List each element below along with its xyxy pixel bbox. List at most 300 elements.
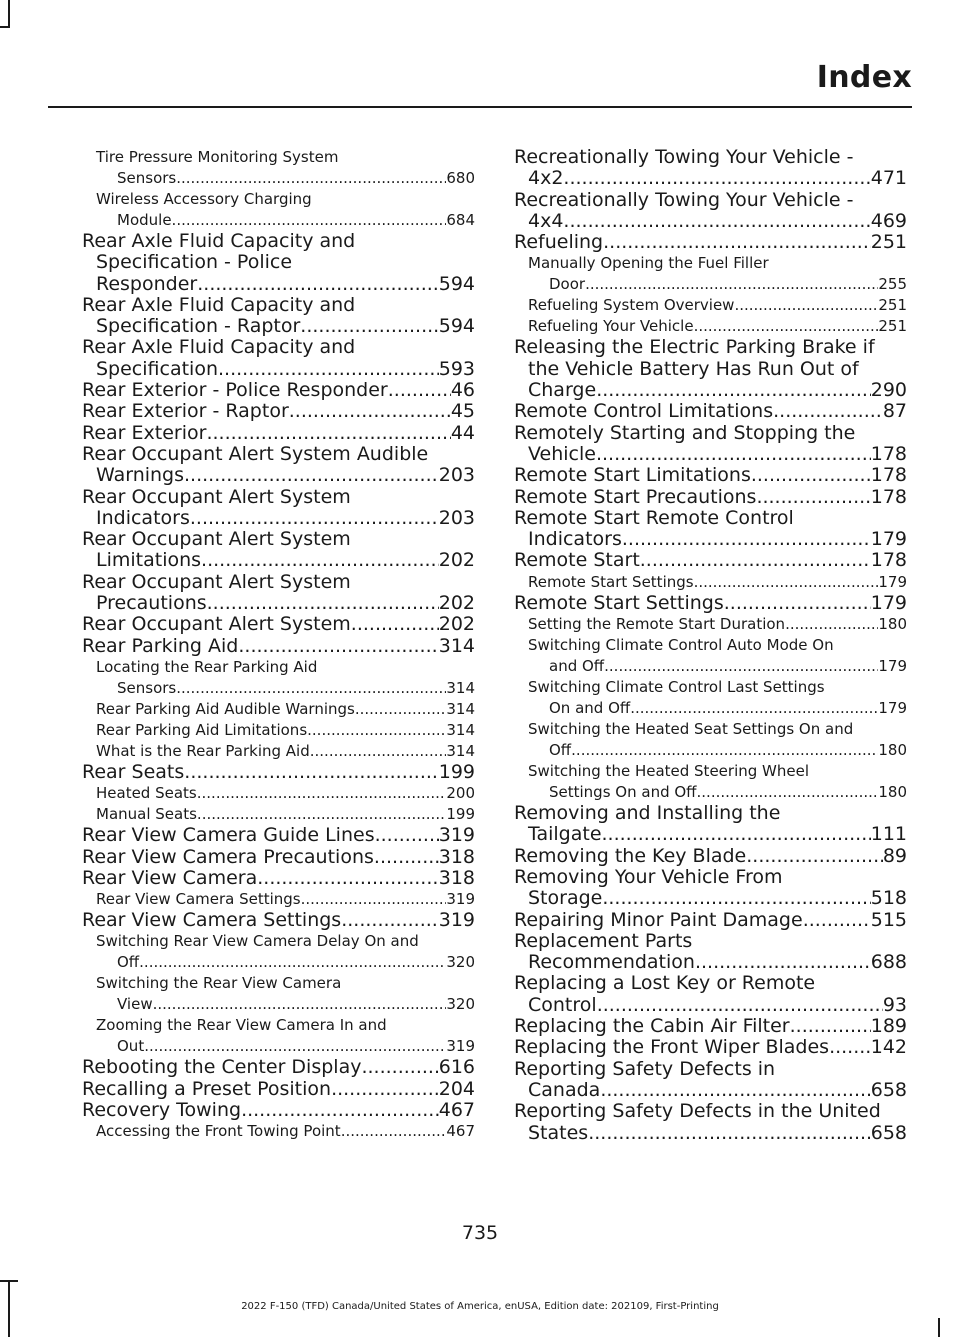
page-reference[interactable]: 178 (870, 486, 907, 508)
entry-text: Remote Control Limitations (514, 401, 774, 423)
entry-leader-row (514, 380, 907, 401)
entry-text: Removing the Key Blade (514, 845, 747, 867)
page-reference[interactable]: 515 (870, 909, 907, 931)
dot-leader (153, 994, 447, 1015)
dot-leader (238, 636, 438, 657)
index-entry[interactable] (514, 593, 907, 614)
dot-leader (207, 593, 439, 614)
page-reference[interactable]: 290 (870, 380, 907, 402)
entry-leader-row (514, 824, 907, 845)
entry-text-line: Switching Climate Control Last Settings (528, 678, 825, 697)
index-subentry[interactable] (514, 635, 907, 677)
edition-footer: 2022 F-150 (TFD) Canada/United States of America, enUSA, Edition date: 202109, First-Printing (241, 1301, 719, 1312)
index-subentry[interactable] (82, 147, 475, 189)
page-reference[interactable]: 199 (446, 805, 475, 824)
page-reference[interactable]: 180 (878, 615, 907, 634)
entry-text-line: Replacement Parts (514, 929, 693, 952)
page-reference[interactable]: 203 (438, 465, 475, 487)
dot-leader (341, 910, 439, 931)
entry-leader-row (514, 550, 907, 571)
index-entry[interactable] (82, 295, 475, 338)
entry-leader-row (514, 910, 907, 931)
page-reference[interactable]: 320 (446, 995, 475, 1014)
page-reference[interactable]: 180 (878, 783, 907, 802)
index-subentry[interactable] (82, 1121, 475, 1142)
index-entry[interactable] (82, 614, 475, 635)
page-reference[interactable]: 204 (438, 1078, 475, 1100)
entry-leader-row (528, 698, 907, 719)
index-entry[interactable] (82, 1057, 475, 1078)
page-reference[interactable]: 251 (878, 296, 907, 315)
index-entry[interactable] (82, 487, 475, 530)
index-subentry[interactable] (82, 783, 475, 804)
entry-leader-row (82, 508, 475, 529)
header-rule (48, 106, 912, 108)
page-reference[interactable]: 319 (438, 825, 475, 847)
entry-text: Recovery Towing (82, 1100, 242, 1122)
index-entry[interactable] (514, 910, 907, 931)
dot-leader (751, 465, 871, 486)
index-entry[interactable] (514, 508, 907, 551)
entry-text-line: Manually Opening the Fuel Filler (528, 254, 769, 273)
page-reference[interactable]: 251 (878, 317, 907, 336)
page-reference[interactable]: 189 (870, 1016, 907, 1038)
dot-leader (172, 210, 447, 231)
entry-leader-row (82, 465, 475, 486)
index-entry[interactable] (82, 910, 475, 931)
entry-leader-row (96, 720, 475, 741)
page-reference[interactable]: 202 (438, 593, 475, 615)
index-entry[interactable] (82, 825, 475, 846)
index-subentry[interactable] (514, 295, 907, 316)
page-reference[interactable]: 314 (446, 678, 475, 697)
index-subentry[interactable] (514, 719, 907, 761)
dot-leader (756, 487, 870, 508)
page-reference[interactable]: 594 (438, 316, 475, 338)
index-entry[interactable] (82, 572, 475, 615)
page-reference[interactable]: 111 (870, 824, 907, 846)
entry-leader-row (96, 1036, 475, 1057)
entry-text: Refueling Your Vehicle (528, 317, 694, 336)
dot-leader (331, 1079, 439, 1100)
page-number: 735 (461, 1222, 499, 1244)
dot-leader (355, 699, 447, 720)
dot-leader (563, 211, 870, 232)
index-entry[interactable] (82, 529, 475, 572)
entry-text: Manual Seats (96, 805, 197, 824)
dot-leader (218, 359, 439, 380)
entry-text: Off (117, 953, 140, 972)
page-reference[interactable]: 179 (878, 699, 907, 718)
entry-text-line: the Vehicle Battery Has Run Out of (528, 357, 859, 380)
dot-leader (206, 423, 450, 444)
index-subentry[interactable] (82, 1015, 475, 1057)
entry-leader-row (514, 995, 907, 1016)
entry-text: States (528, 1122, 589, 1144)
index-entry[interactable] (82, 401, 475, 422)
index-subentry[interactable] (82, 657, 475, 699)
crop-mark (0, 26, 10, 28)
dot-leader (597, 995, 883, 1016)
entry-leader-row (82, 423, 475, 444)
page-reference[interactable]: 251 (870, 232, 907, 254)
index-subentry[interactable] (82, 699, 475, 720)
entry-text: Remote Start Settings (514, 592, 724, 614)
entry-text-line: Specification - Police (96, 251, 293, 274)
dot-leader (300, 316, 438, 337)
dot-leader (596, 444, 871, 465)
entry-text: Responder (96, 273, 198, 295)
entry-text-line: Switching the Heated Seat Settings On and (528, 720, 854, 739)
entry-text-line: Locating the Rear Parking Aid (96, 657, 318, 676)
dot-leader (602, 888, 870, 909)
page-reference[interactable]: 658 (870, 1079, 907, 1101)
index-entry[interactable] (82, 847, 475, 868)
page-reference[interactable]: 179 (870, 592, 907, 614)
index-column-right (514, 147, 907, 1144)
index-entry[interactable] (82, 868, 475, 889)
dot-leader (600, 1080, 870, 1101)
index-entry[interactable] (514, 1059, 907, 1102)
entry-text: Replacing the Front Wiper Blades (514, 1037, 830, 1059)
entry-leader-row (82, 401, 475, 422)
index-entry[interactable] (514, 1037, 907, 1058)
index-subentry[interactable] (82, 720, 475, 741)
entry-leader-row (514, 1123, 907, 1144)
entry-leader-row (514, 529, 907, 550)
entry-text: Specification (96, 358, 218, 380)
entry-leader-row (96, 741, 475, 762)
page-reference[interactable]: 594 (438, 273, 475, 295)
entry-text: Indicators (96, 507, 190, 529)
index-entry[interactable] (514, 147, 907, 190)
page-reference[interactable]: 467 (446, 1122, 475, 1141)
page-reference[interactable]: 179 (870, 529, 907, 551)
dot-leader (341, 1121, 447, 1142)
entry-leader-row (82, 380, 475, 401)
dot-leader (361, 1057, 438, 1078)
index-subentry[interactable] (82, 889, 475, 910)
index-entry[interactable] (82, 636, 475, 657)
entry-text: Limitations (96, 550, 202, 572)
entry-text-line: Rear Occupant Alert System (82, 528, 351, 551)
page-reference[interactable]: 44 (450, 422, 475, 444)
entry-leader-row (514, 952, 907, 973)
page-reference[interactable]: 471 (870, 168, 907, 190)
index-entry[interactable] (514, 190, 907, 233)
index-entry[interactable] (514, 487, 907, 508)
entry-text: Rear Exterior - Raptor (82, 401, 289, 423)
entry-text: Precautions (96, 593, 207, 615)
page-reference[interactable]: 680 (446, 169, 475, 187)
dot-leader (585, 274, 878, 295)
entry-leader-row (96, 678, 475, 699)
entry-leader-row (528, 274, 907, 295)
page-reference[interactable]: 202 (438, 550, 475, 572)
index-entry[interactable] (514, 803, 907, 846)
page-reference[interactable]: 318 (438, 846, 475, 868)
entry-text: Off (549, 741, 572, 760)
entry-leader-row (514, 465, 907, 486)
index-subentry[interactable] (514, 572, 907, 593)
page-reference[interactable]: 616 (438, 1057, 475, 1079)
dot-leader (184, 465, 439, 486)
entry-text: Heated Seats (96, 784, 197, 803)
index-entry[interactable] (82, 762, 475, 783)
entry-leader-row (514, 168, 907, 189)
entry-text: Storage (528, 888, 603, 910)
page-reference[interactable]: 319 (446, 1037, 475, 1056)
index-entry[interactable] (82, 231, 475, 295)
entry-text: What is the Rear Parking Aid (96, 741, 310, 760)
entry-text-line: Recreationally Towing Your Vehicle - (514, 188, 854, 211)
entry-leader-row (96, 168, 475, 189)
entry-text-line: Switching the Heated Steering Wheel (528, 762, 809, 781)
index-entry[interactable] (82, 444, 475, 487)
dot-leader (734, 295, 878, 316)
entry-text: Rear Occupant Alert System (82, 614, 351, 636)
entry-text-line: Reporting Safety Defects in (514, 1057, 776, 1080)
page-reference[interactable]: 319 (438, 910, 475, 932)
dot-leader (694, 316, 879, 337)
page-reference[interactable]: 314 (446, 720, 475, 739)
index-entry[interactable] (514, 1016, 907, 1037)
dot-leader (241, 1100, 439, 1121)
page-reference[interactable]: 320 (446, 953, 475, 972)
entry-text-line: Wireless Accessory Charging (96, 190, 312, 208)
entry-leader-row (82, 847, 475, 868)
entry-text: Rear View Camera Settings (96, 890, 301, 909)
entry-leader-row (528, 572, 907, 593)
entry-text-line: Zooming the Rear View Camera In and (96, 1016, 387, 1035)
page-reference[interactable]: 688 (870, 952, 907, 974)
entry-text: Refueling System Overview (528, 296, 735, 315)
entry-text: On and Off (549, 699, 631, 718)
entry-leader-row (82, 359, 475, 380)
page-reference[interactable]: 93 (882, 994, 907, 1016)
entry-text: Module (117, 211, 172, 229)
page-reference[interactable]: 45 (450, 401, 475, 423)
index-entry[interactable] (514, 337, 907, 401)
page-reference[interactable]: 314 (446, 699, 475, 718)
dot-leader (563, 168, 870, 189)
dot-leader (773, 401, 883, 422)
index-entry[interactable] (514, 1101, 907, 1144)
dot-leader (602, 824, 871, 845)
entry-text: Rear View Camera (82, 867, 258, 889)
dot-leader (197, 274, 439, 295)
dot-leader (697, 782, 879, 803)
index-subentry[interactable] (514, 761, 907, 803)
dot-leader (307, 720, 446, 741)
entry-text: Recommendation (528, 952, 695, 974)
entry-text: Canada (528, 1079, 601, 1101)
dot-leader (197, 804, 446, 825)
entry-leader-row (82, 274, 475, 295)
index-entry[interactable] (82, 1100, 475, 1121)
dot-leader (604, 656, 878, 677)
page-reference[interactable]: 319 (446, 890, 475, 909)
entry-text-line: Releasing the Electric Parking Brake if (514, 336, 875, 359)
index-subentry[interactable] (82, 973, 475, 1015)
page-reference[interactable]: 255 (878, 275, 907, 294)
entry-text: Rear Exterior (82, 422, 207, 444)
dot-leader (257, 868, 439, 889)
entry-text: Setting the Remote Start Duration (528, 615, 786, 634)
entry-text: Remote Start (514, 550, 640, 572)
page-reference[interactable]: 178 (870, 465, 907, 487)
page-reference[interactable]: 684 (446, 211, 475, 229)
entry-leader-row (96, 210, 475, 231)
entry-text: 4x4 (528, 210, 564, 232)
index-entry[interactable] (514, 550, 907, 571)
entry-leader-row (514, 1080, 907, 1101)
entry-text: Rear View Camera Guide Lines (82, 825, 375, 847)
dot-leader (289, 401, 451, 422)
dot-leader (724, 593, 871, 614)
entry-text: Indicators (528, 529, 622, 551)
entry-text: Accessing the Front Towing Point (96, 1122, 341, 1141)
entry-leader-row (514, 232, 907, 253)
page-reference[interactable]: 314 (438, 635, 475, 657)
entry-leader-row (82, 614, 475, 635)
entry-leader-row (82, 868, 475, 889)
index-entry[interactable] (514, 401, 907, 422)
page-reference[interactable]: 179 (878, 657, 907, 676)
dot-leader (351, 614, 439, 635)
entry-leader-row (514, 444, 907, 465)
entry-leader-row (514, 593, 907, 614)
dot-leader (640, 550, 871, 571)
page-reference[interactable]: 467 (438, 1100, 475, 1122)
entry-leader-row (82, 762, 475, 783)
page-reference[interactable]: 658 (870, 1122, 907, 1144)
entry-leader-row (96, 889, 475, 910)
dot-leader (139, 952, 446, 973)
entry-text: and Off (549, 657, 605, 676)
index-subentry[interactable] (514, 316, 907, 337)
page-reference[interactable]: 593 (438, 358, 475, 380)
crop-mark (938, 1318, 940, 1337)
page-reference[interactable]: 318 (438, 867, 475, 889)
page-reference[interactable]: 179 (878, 572, 907, 591)
index-entry[interactable] (514, 931, 907, 974)
index-entry[interactable] (514, 423, 907, 466)
entry-leader-row (82, 1079, 475, 1100)
index-entry[interactable] (82, 380, 475, 401)
entry-leader-row (82, 910, 475, 931)
index-entry[interactable] (514, 846, 907, 867)
entry-text-line: Rear Occupant Alert System Audible (82, 442, 429, 465)
entry-leader-row (96, 699, 475, 720)
entry-text: Control (528, 994, 597, 1016)
entry-text: Rear Parking Aid Limitations (96, 720, 308, 739)
dot-leader (596, 380, 871, 401)
entry-text-line: Switching the Rear View Camera (96, 974, 342, 993)
dot-leader (695, 952, 871, 973)
page-reference[interactable]: 180 (878, 741, 907, 760)
entry-leader-row (514, 846, 907, 867)
page-reference[interactable]: 469 (870, 210, 907, 232)
page-reference[interactable]: 46 (450, 380, 475, 402)
entry-text-line: Reporting Safety Defects in the United (514, 1100, 881, 1123)
entry-leader-row (82, 636, 475, 657)
dot-leader (803, 910, 871, 931)
entry-leader-row (82, 825, 475, 846)
index-subentry[interactable] (82, 189, 475, 231)
entry-text: Recalling a Preset Position (82, 1078, 332, 1100)
dot-leader (374, 847, 439, 868)
entry-leader-row (96, 1121, 475, 1142)
entry-text-line: Switching Climate Control Auto Mode On (528, 636, 834, 655)
index-entry[interactable] (514, 867, 907, 910)
index-subentry[interactable] (82, 931, 475, 973)
page-reference[interactable]: 200 (446, 784, 475, 803)
index-subentry[interactable] (82, 741, 475, 762)
page-reference[interactable]: 89 (882, 845, 907, 867)
entry-text-line: Switching Rear View Camera Delay On and (96, 932, 419, 951)
entry-text: Rear View Camera Settings (82, 910, 342, 932)
entry-leader-row (82, 1100, 475, 1121)
entry-text: Tailgate (528, 824, 602, 846)
entry-text: Charge (528, 380, 597, 402)
entry-text: Sensors (117, 169, 177, 187)
page-title: Index (816, 60, 912, 95)
entry-leader-row (82, 593, 475, 614)
page-reference[interactable]: 142 (870, 1037, 907, 1059)
dot-leader (201, 550, 439, 571)
dot-leader (694, 572, 879, 593)
dot-leader (176, 678, 446, 699)
index-entry[interactable] (82, 337, 475, 380)
index-entry[interactable] (82, 1079, 475, 1100)
index-subentry[interactable] (514, 677, 907, 719)
entry-text: View (117, 995, 153, 1014)
index-entry[interactable] (514, 465, 907, 486)
index-subentry[interactable] (514, 253, 907, 295)
entry-text: Rear Seats (82, 761, 185, 783)
entry-text-line: Remotely Starting and Stopping the (514, 421, 856, 444)
page-reference[interactable]: 178 (870, 443, 907, 465)
index-entry[interactable] (82, 423, 475, 444)
index-entry[interactable] (514, 973, 907, 1016)
entry-leader-row (82, 550, 475, 571)
entry-text-line: Tire Pressure Monitoring System (96, 148, 339, 166)
entry-leader-row (528, 614, 907, 635)
page-reference[interactable]: 87 (882, 401, 907, 423)
dot-leader (301, 889, 447, 910)
entry-leader-row (82, 1057, 475, 1078)
page-reference[interactable]: 199 (438, 761, 475, 783)
page-reference[interactable]: 314 (446, 741, 475, 760)
dot-leader (144, 1036, 446, 1057)
entry-text: Replacing the Cabin Air Filter (514, 1016, 790, 1038)
index-subentry[interactable] (82, 804, 475, 825)
entry-text: Remote Start Settings (528, 572, 694, 591)
entry-text: Refueling (514, 232, 604, 254)
dot-leader (622, 529, 871, 550)
page-reference[interactable]: 178 (870, 550, 907, 572)
page-reference[interactable]: 203 (438, 507, 475, 529)
index-entry[interactable] (514, 232, 907, 253)
page-reference[interactable]: 202 (438, 614, 475, 636)
entry-text: Repairing Minor Paint Damage (514, 909, 803, 931)
entry-text: Rear Exterior - Police Responder (82, 380, 388, 402)
page-reference[interactable]: 518 (870, 888, 907, 910)
entry-text-line: Rear Occupant Alert System (82, 570, 351, 593)
index-subentry[interactable] (514, 614, 907, 635)
crop-mark (0, 1280, 18, 1282)
